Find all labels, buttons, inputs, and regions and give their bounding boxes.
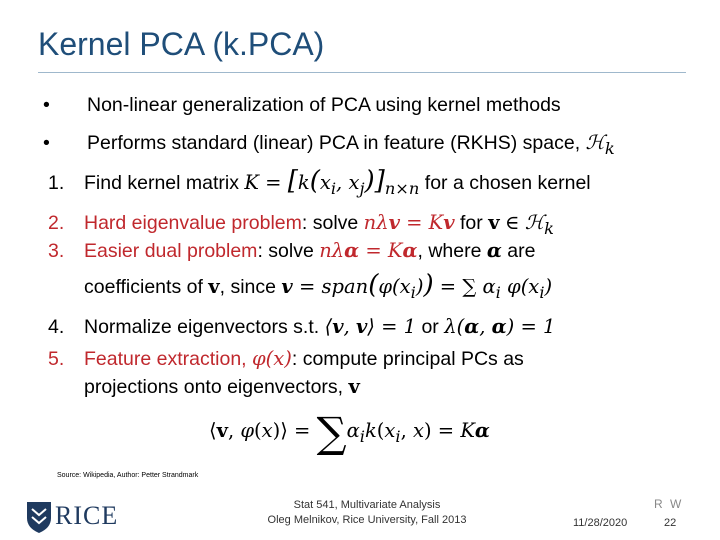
step-item bbox=[40, 314, 555, 340]
footer-initials: R W bbox=[654, 497, 684, 511]
step-text: , where bbox=[417, 240, 487, 262]
step-text: : compute principal PCs as bbox=[291, 348, 524, 370]
step-text: , since bbox=[219, 276, 282, 298]
step-label: Feature extraction, bbox=[84, 348, 252, 370]
step-text: coefficients of bbox=[84, 276, 209, 298]
step-text: are bbox=[501, 240, 536, 262]
source-note: Source: Wikipedia, Author: Petter Strandmark bbox=[57, 472, 199, 479]
title-divider bbox=[38, 72, 686, 73]
bullet-item bbox=[40, 92, 561, 118]
step-number: 4. bbox=[48, 316, 65, 338]
feature-map-symbol: φ(x) bbox=[252, 347, 292, 370]
step-item: 3. Easier dual problem: solve nλα = Kα, where α are bbox=[40, 238, 535, 264]
primal-eigen-formula: nλv = Kv bbox=[363, 211, 455, 234]
bullet-text: Non-linear generalization of PCA using kernel methods bbox=[87, 94, 561, 116]
bullet-text: Performs standard (linear) PCA in feature (RKHS) space, bbox=[87, 132, 586, 154]
rkhs-symbol: ℋ bbox=[585, 131, 605, 154]
step-text: Find kernel matrix bbox=[84, 172, 245, 194]
step-text: projections onto eigenvectors, bbox=[84, 376, 349, 398]
step-item: 2. Hard eigenvalue problem: solve nλv = Kv for v ∈ ℋ$_k$ bbox=[40, 210, 554, 242]
footer-course-info bbox=[262, 498, 472, 528]
step-item bbox=[40, 168, 591, 202]
normalization-formula: ⟨v, v⟩ = 1 bbox=[324, 315, 417, 338]
rkhs-subscript: k bbox=[604, 138, 615, 158]
step-text: for a chosen kernel bbox=[419, 172, 591, 194]
projection-formula: ⟨v, φ(x)⟩ = $\sum\alpha_ik(x_i$, x) = Kα bbox=[209, 408, 490, 457]
rice-logo-text: RICE bbox=[55, 501, 119, 530]
bullet-marker: • bbox=[43, 132, 50, 154]
step-number: 1. bbox=[48, 172, 65, 194]
footer-date: 11/28/2020 bbox=[573, 517, 628, 529]
step-number: 5. bbox=[48, 348, 65, 370]
step-text: or bbox=[416, 316, 445, 338]
step-continuation: projections onto eigenvectors, v bbox=[84, 375, 360, 398]
page-number: 22 bbox=[664, 517, 677, 529]
step-continuation: coefficients of v, since $v = span(\varphi(x_i))$ = ∑ $\alpha_i$ $\varphi(x_i)$ bbox=[84, 270, 553, 302]
step-label: Hard eigenvalue problem bbox=[84, 212, 302, 234]
step-label: Easier dual problem bbox=[84, 240, 258, 262]
step-text: : solve bbox=[301, 212, 364, 234]
dual-normalization-formula: λ(α, α) = 1 bbox=[444, 315, 556, 338]
step-text: : solve bbox=[257, 240, 320, 262]
dual-eigen-formula: nλα = Kα bbox=[319, 239, 418, 262]
slide-title: Kernel PCA (k.PCA) bbox=[38, 26, 325, 62]
step-number: 3. bbox=[48, 240, 65, 262]
span-formula: $v = span(\varphi(x_i))$ = ∑ $\alpha_i$ $\varphi(x_i)$ bbox=[281, 270, 553, 302]
step-item bbox=[40, 346, 524, 372]
step-text: Normalize eigenvectors s.t. bbox=[84, 316, 325, 338]
kernel-matrix-formula: $K = [k(x_i$, $x_j)]_{n\times n}$ bbox=[244, 166, 420, 198]
step-number: 2. bbox=[48, 212, 65, 234]
bullet-item bbox=[40, 130, 615, 162]
footer-course: Stat 541, Multivariate Analysis bbox=[293, 499, 441, 511]
footer-author: Oleg Melnikov, Rice University, Fall 2013 bbox=[267, 514, 467, 526]
bullet-marker: • bbox=[43, 94, 50, 116]
